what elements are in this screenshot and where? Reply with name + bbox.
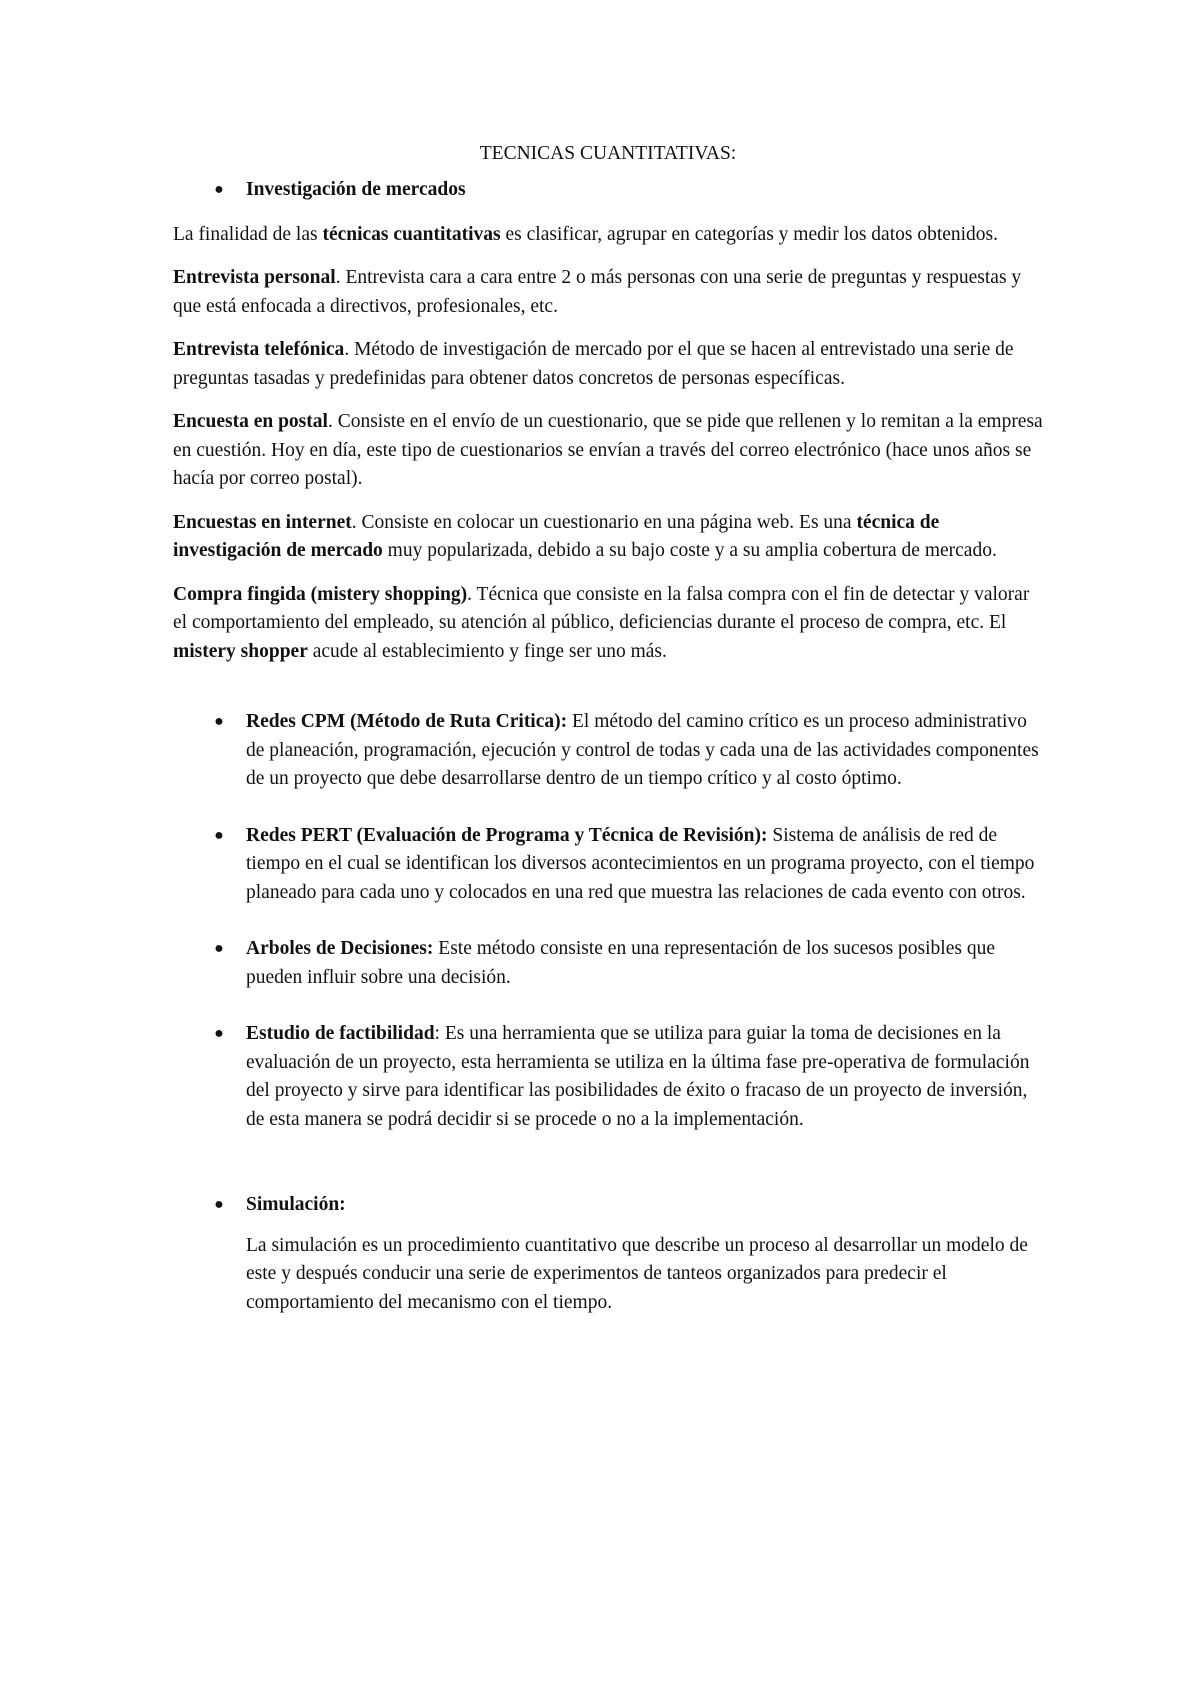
term: Estudio de factibilidad: [246, 1023, 435, 1044]
bullet-icon: ●: [214, 940, 224, 957]
term: Arboles de Decisiones:: [246, 938, 434, 959]
section-heading: Investigación de mercados: [246, 179, 466, 200]
spacer: [173, 1162, 1043, 1191]
paragraph-compra-fingida: Compra fingida (mistery shopping). Técnica que consiste en la falsa compra con el fin de detectar y valorar el comportamiento del empleado, su atención al público, deficiencias durante el proceso de compra, etc. El mistery shopper acude al establecimiento y finge ser uno más.: [173, 583, 1030, 662]
bullet-investigacion-mercados: [173, 176, 1043, 205]
bullet-icon: ●: [214, 826, 224, 844]
bullet-redes-pert: ● Redes PERT (Evaluación de Programa y Técnica de Revisión): Sistema de análisis de red de tiempo en el cual se identifican los diversos acontecimientos en un programa proyecto, con el tiempo planeado para cada uno y colocados en una red que muestra las relaciones de cada evento con otros.: [173, 822, 1043, 908]
paragraph-entrevista-telefonica: Entrevista telefónica. Método de investigación de mercado por el que se hacen al entrevistado una serie de preguntas tasadas y predefinidas para obtener datos concretos de personas específicas.: [173, 339, 1014, 389]
term: Encuesta en postal: [173, 411, 328, 432]
intro-paragraph: La finalidad de las técnicas cuantitativas es clasificar, agrupar en categorías y medir los datos obtenidos.: [173, 223, 999, 245]
bullet-icon: ●: [214, 1196, 224, 1213]
paragraph-encuesta-postal: Encuesta en postal. Consiste en el envío de un cuestionario, que se pide que rellenen y lo remitan a la empresa en cuestión. Hoy en día, este tipo de cuestionarios se envían a través del correo electrónico (hace unos años se hacía por correo postal).: [173, 411, 1043, 489]
term: Entrevista telefónica: [173, 339, 345, 360]
document-content: [173, 140, 1043, 1317]
term: Encuestas en internet: [173, 511, 352, 533]
term: Entrevista personal: [173, 267, 336, 288]
bullet-arboles-decisiones: ● Arboles de Decisiones: Este método consiste en una representación de los sucesos posibles que pueden influir sobre una decisión.: [173, 935, 1043, 992]
bullet-icon: ●: [214, 181, 224, 198]
page-title: TECNICAS CUANTITATIVAS:: [479, 143, 737, 164]
bullet-icon: ●: [214, 1025, 224, 1042]
paragraph-encuestas-internet: Encuestas en internet. Consiste en colocar un cuestionario en una página web. Es una técnica de investigación de mercado muy popularizada, debido a su bajo coste y a su amplia cobertura de mercado.: [173, 511, 997, 561]
simulacion-paragraph: La simulación es un procedimiento cuantitativo que describe un proceso al desarrollar un modelo de este y después conducir una serie de experimentos de tanteos organizados para predecir el comportamiento del mecanismo con el tiempo.: [246, 1234, 1028, 1313]
bullet-icon: ●: [214, 713, 224, 730]
term: Redes CPM (Método de Ruta Critica):: [246, 711, 568, 732]
term: Simulación:: [246, 1194, 346, 1215]
bullet-redes-cpm: ● Redes CPM (Método de Ruta Critica): El método del camino crítico es un proceso administrativo de planeación, programación, ejecución y control de todas y cada una de las actividades componentes de un proyecto que debe desarrollarse dentro de un tiempo crítico y al costo óptimo.: [173, 708, 1043, 794]
paragraph-entrevista-personal: Entrevista personal. Entrevista cara a cara entre 2 o más personas con una serie de preguntas y respuestas y que está enfocada a directivos, profesionales, etc.: [173, 267, 1022, 317]
term: Redes PERT (Evaluación de Programa y Técnica de Revisión):: [246, 824, 768, 846]
bullet-simulacion: [173, 1191, 1043, 1317]
bullet-estudio-factibilidad: ● Estudio de factibilidad: Es una herramienta que se utiliza para guiar la toma de decisiones en la evaluación de un proyecto, esta herramienta se utiliza en la última fase pre-operativa de formulación del proyecto y sirve para identificar las posibilidades de éxito o fracaso de un proyecto de inversión, de esta manera se podrá decidir si se procede o no a la implementación.: [173, 1020, 1043, 1134]
term: Compra fingida (mistery shopping): [173, 583, 468, 605]
spacer: [173, 681, 1043, 708]
